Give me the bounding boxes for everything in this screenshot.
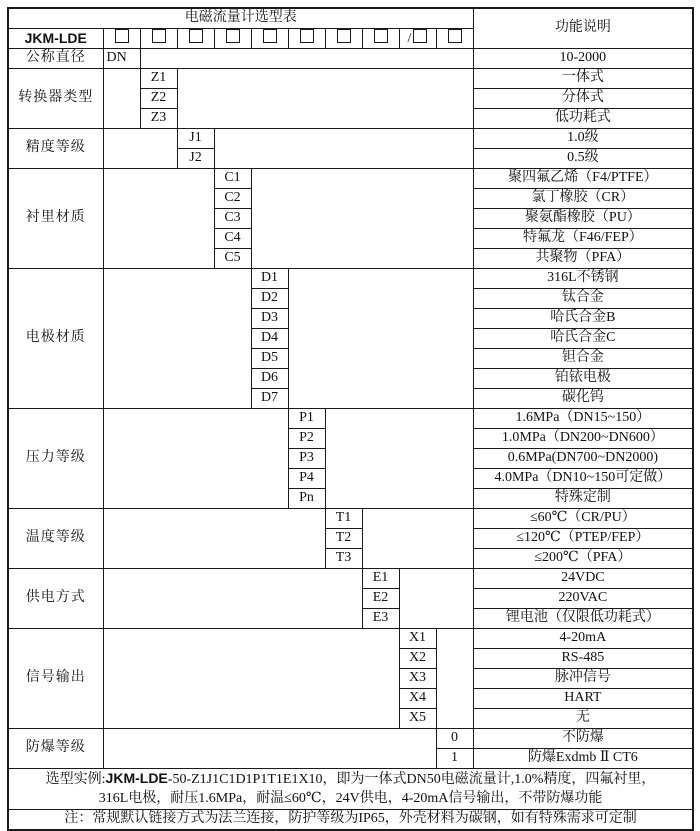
category-label: 电极材质 xyxy=(8,269,103,409)
checkbox-cell xyxy=(103,29,140,49)
category-label: 转换器类型 xyxy=(8,69,103,129)
table-row xyxy=(8,509,693,529)
model-selection-checkbox[interactable] xyxy=(374,29,388,43)
description-cell: 特氟龙（F46/FEP） xyxy=(473,229,693,249)
description-cell: 钛合金 xyxy=(473,289,693,309)
empty-spacer-cell xyxy=(103,729,436,769)
description-cell: 一体式 xyxy=(473,69,693,89)
code-cell: Pn xyxy=(288,489,325,509)
model-selection-checkbox[interactable] xyxy=(152,29,166,43)
empty-spacer-cell xyxy=(103,629,399,729)
code-cell: 0 xyxy=(436,729,473,749)
description-cell: 1.0MPa（DN200~DN600） xyxy=(473,429,693,449)
code-cell: P4 xyxy=(288,469,325,489)
code-cell: C4 xyxy=(214,229,251,249)
category-label: 衬里材质 xyxy=(8,169,103,269)
empty-spacer-cell xyxy=(103,129,177,169)
code-cell: D1 xyxy=(251,269,288,289)
code-cell: T1 xyxy=(325,509,362,529)
table-note: 注：常规默认链接方式为法兰连接，防护等级为IP65，外壳材料为碳钢，如有特殊需求可定制 xyxy=(8,809,693,830)
code-cell: Z1 xyxy=(140,69,177,89)
code-cell: T2 xyxy=(325,529,362,549)
description-cell: 防爆Exdmb Ⅱ CT6 xyxy=(473,749,693,769)
code-cell: D5 xyxy=(251,349,288,369)
code-cell: J2 xyxy=(177,149,214,169)
description-cell: ≤60℃（CR/PU） xyxy=(473,509,693,529)
code-cell: D3 xyxy=(251,309,288,329)
description-cell: 聚氨酯橡胶（PU） xyxy=(473,209,693,229)
description-cell: 钽合金 xyxy=(473,349,693,369)
table-row xyxy=(8,729,693,749)
example-rest: -50-Z1J1C1D1P1T1E1X10，即为一体式DN50电磁流量计,1.0%精度，四氟衬里， xyxy=(167,772,656,787)
checkbox-cell xyxy=(325,29,362,49)
description-cell: 4.0MPa（DN10~150可定做） xyxy=(473,469,693,489)
code-cell: X5 xyxy=(399,709,436,729)
empty-spacer-cell xyxy=(103,269,251,409)
description-cell: 脉冲信号 xyxy=(473,669,693,689)
code-cell: J1 xyxy=(177,129,214,149)
model-selection-checkbox[interactable] xyxy=(448,29,462,43)
checkbox-cell xyxy=(399,29,436,49)
table-row xyxy=(8,69,693,89)
empty-spacer-cell xyxy=(362,509,473,569)
description-cell: 锂电池（仅限低功耗式） xyxy=(473,609,693,629)
table-row xyxy=(8,169,693,189)
description-cell: 10-2000 xyxy=(473,49,693,69)
model-selection-checkbox[interactable] xyxy=(263,29,277,43)
description-cell: 低功耗式 xyxy=(473,109,693,129)
empty-spacer-cell xyxy=(288,269,473,409)
description-cell: 聚四氟乙烯（F4/PTFE） xyxy=(473,169,693,189)
category-label: 防爆等级 xyxy=(8,729,103,769)
code-cell: C1 xyxy=(214,169,251,189)
code-cell: C5 xyxy=(214,249,251,269)
selection-example xyxy=(8,769,693,810)
code-cell: E2 xyxy=(362,589,399,609)
model-selection-checkbox[interactable] xyxy=(115,29,129,43)
description-cell: HART xyxy=(473,689,693,709)
note-row xyxy=(8,809,693,830)
empty-spacer-cell xyxy=(436,629,473,729)
code-cell: D4 xyxy=(251,329,288,349)
code-cell: X3 xyxy=(399,669,436,689)
checkbox-cell xyxy=(362,29,399,49)
description-cell: RS-485 xyxy=(473,649,693,669)
description-cell: 24VDC xyxy=(473,569,693,589)
table-row xyxy=(8,269,693,289)
code-cell: X4 xyxy=(399,689,436,709)
function-description-header: 功能说明 xyxy=(473,8,693,49)
code-cell: 1 xyxy=(436,749,473,769)
table-title: 电磁流量计选型表 xyxy=(8,8,473,29)
description-cell: 1.0级 xyxy=(473,129,693,149)
description-cell: 不防爆 xyxy=(473,729,693,749)
description-cell: ≤200℃（PFA） xyxy=(473,549,693,569)
slash-mark: / xyxy=(407,31,412,47)
checkbox-cell xyxy=(177,29,214,49)
description-cell: ≤120℃（PTEP/FEP） xyxy=(473,529,693,549)
model-selection-checkbox[interactable] xyxy=(226,29,240,43)
code-cell: Z3 xyxy=(140,109,177,129)
checkbox-cell xyxy=(436,29,473,49)
description-cell: 铂铱电极 xyxy=(473,369,693,389)
code-cell: P3 xyxy=(288,449,325,469)
empty-spacer-cell xyxy=(214,129,473,169)
code-cell: C2 xyxy=(214,189,251,209)
category-label: 温度等级 xyxy=(8,509,103,569)
model-selection-checkbox[interactable] xyxy=(337,29,351,43)
model-selection-checkbox[interactable] xyxy=(189,29,203,43)
empty-spacer-cell xyxy=(103,69,140,129)
empty-spacer-cell xyxy=(103,169,214,269)
description-cell: 4-20mA xyxy=(473,629,693,649)
table-row xyxy=(8,629,693,649)
description-cell: 220VAC xyxy=(473,589,693,609)
code-cell: E1 xyxy=(362,569,399,589)
category-label: 压力等级 xyxy=(8,409,103,509)
example-line-2: 316L电极，耐压1.6MPa，耐温≤60℃，24V供电，4-20mA信号输出，不带防爆功能 xyxy=(98,790,603,806)
description-cell: 316L不锈钢 xyxy=(473,269,693,289)
code-cell: X1 xyxy=(399,629,436,649)
checkbox-cell xyxy=(214,29,251,49)
empty-spacer-cell xyxy=(399,569,473,629)
code-cell: D2 xyxy=(251,289,288,309)
category-label: 供电方式 xyxy=(8,569,103,629)
empty-spacer-cell xyxy=(251,169,473,269)
model-code: JKM-LDE xyxy=(8,29,103,49)
table-row xyxy=(8,569,693,589)
example-model-code: JKM-LDE xyxy=(105,770,168,786)
selection-table xyxy=(7,7,694,831)
table-row xyxy=(8,129,693,149)
code-cell: D7 xyxy=(251,389,288,409)
code-cell: X2 xyxy=(399,649,436,669)
description-cell: 0.5级 xyxy=(473,149,693,169)
example-label: 选型实例: xyxy=(45,772,106,787)
category-label: 精度等级 xyxy=(8,129,103,169)
description-cell: 哈氏合金C xyxy=(473,329,693,349)
description-cell: 1.6MPa（DN15~150） xyxy=(473,409,693,429)
code-cell: T3 xyxy=(325,549,362,569)
code-cell: P1 xyxy=(288,409,325,429)
description-cell: 碳化钨 xyxy=(473,389,693,409)
description-cell: 氯丁橡胶（CR） xyxy=(473,189,693,209)
description-cell: 分体式 xyxy=(473,89,693,109)
code-cell: E3 xyxy=(362,609,399,629)
checkbox-cell xyxy=(251,29,288,49)
category-label: 信号输出 xyxy=(8,629,103,729)
description-cell: 共聚物（PFA） xyxy=(473,249,693,269)
code-cell: DN xyxy=(103,49,140,69)
description-cell: 无 xyxy=(473,709,693,729)
category-label: 公称直径 xyxy=(8,49,103,69)
title-row xyxy=(8,8,693,29)
model-selection-checkbox[interactable] xyxy=(300,29,314,43)
description-cell: 特殊定制 xyxy=(473,489,693,509)
code-cell: P2 xyxy=(288,429,325,449)
description-cell: 哈氏合金B xyxy=(473,309,693,329)
empty-spacer-cell xyxy=(103,569,362,629)
code-cell: Z2 xyxy=(140,89,177,109)
code-cell: D6 xyxy=(251,369,288,389)
table-row xyxy=(8,409,693,429)
empty-spacer-cell xyxy=(325,409,473,509)
empty-spacer-cell xyxy=(103,509,325,569)
empty-spacer-cell xyxy=(177,69,473,129)
table-row xyxy=(8,49,693,69)
description-cell: 0.6MPa(DN700~DN2000) xyxy=(473,449,693,469)
empty-spacer-cell xyxy=(103,409,288,509)
example-line-1 xyxy=(11,769,690,790)
code-cell: C3 xyxy=(214,209,251,229)
example-row xyxy=(8,769,693,810)
model-selection-checkbox[interactable] xyxy=(413,29,427,43)
empty-spacer-cell xyxy=(140,49,473,69)
checkbox-cell xyxy=(288,29,325,49)
checkbox-cell xyxy=(140,29,177,49)
